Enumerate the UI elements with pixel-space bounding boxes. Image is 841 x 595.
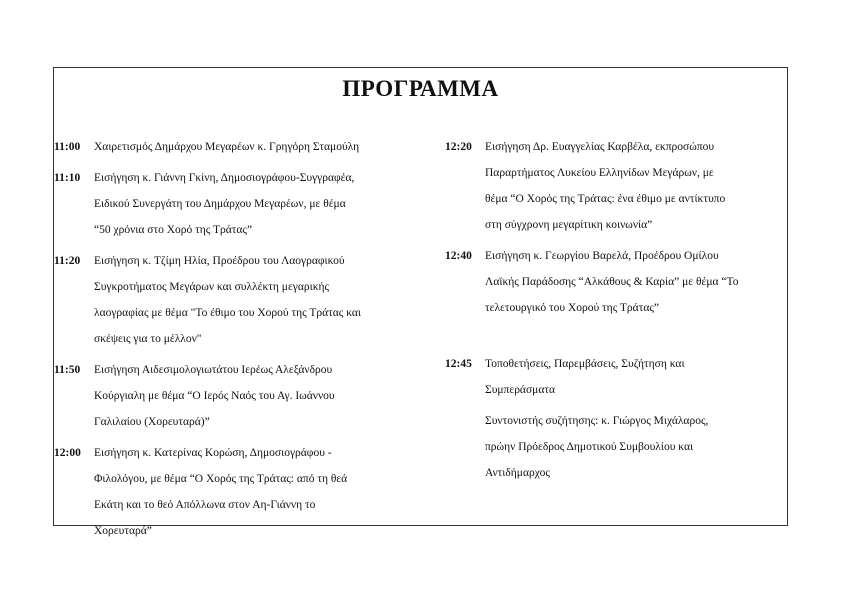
entry-line: Εισήγηση Δρ. Ευαγγελίας Καρβέλα, εκπροσώπου <box>485 141 715 153</box>
entry-line: Παραρτήματος Λυκείου Ελληνίδων Μεγάρων, με <box>485 167 714 179</box>
entry-time: 11:20 <box>54 255 81 267</box>
entry-line: τελετουργικό του Χορού της Τράτας” <box>485 302 660 314</box>
program-entry <box>445 243 775 321</box>
entry-line: Λαϊκής Παράδοσης “Αλκάθους & Καρία” με θέμα “Το <box>485 276 739 288</box>
program-entry <box>54 165 424 243</box>
entry-time: 12:45 <box>445 358 472 370</box>
entry-text <box>485 243 775 321</box>
entry-line: Τοποθετήσεις, Παρεμβάσεις, Συζήτηση και <box>485 358 685 370</box>
entry-text <box>94 248 424 352</box>
entry-text <box>485 351 775 403</box>
entry-line: Γαλιλαίου (Χορευταρά)” <box>94 416 210 428</box>
entry-line: Χορευταρά” <box>94 525 152 537</box>
note-line: πρώην Πρόεδρος Δημοτικού Συμβουλίου και <box>485 441 694 453</box>
entry-time: 11:00 <box>54 141 81 153</box>
entry-text <box>94 440 424 544</box>
entry-line: “50 χρόνια στο Χορό της Τράτας” <box>94 224 253 236</box>
entry-text <box>94 357 424 435</box>
entry-time: 11:50 <box>54 364 81 376</box>
entry-text <box>94 165 424 243</box>
program-entry <box>54 357 424 435</box>
entry-line: Εκάτη και το θεό Απόλλωνα στον Αη-Γιάννη το <box>94 499 316 511</box>
entry-line: Συμπεράσματα <box>485 384 555 396</box>
entry-line: Ειδικού Συνεργάτη του Δημάρχου Μεγαρέων, με θέμα <box>94 198 346 210</box>
left-column <box>54 134 424 544</box>
entry-line: Εισήγηση κ. Τζίμη Ηλία, Προέδρου του Λαογραφικού <box>94 255 345 267</box>
entry-line: λαογραφίας με θέμα "Το έθιμο του Χορού της Τράτας και <box>94 307 362 319</box>
entry-line: Κούργιαλη με θέμα “Ο Ιερός Ναός του Αγ. Ιωάννου <box>94 390 335 402</box>
note-line: Αντιδήμαρχος <box>485 467 550 479</box>
program-entry <box>445 134 775 238</box>
moderator-note <box>485 408 775 486</box>
note-line: Συντονιστής συζήτησης: κ. Γιώργος Μιχάλαρος, <box>485 415 709 427</box>
program-entry <box>54 248 424 352</box>
entry-line: Εισήγηση κ. Γεωργίου Βαρελά, Προέδρου Ομίλου <box>485 250 719 262</box>
right-column <box>445 134 775 486</box>
entry-line: Εισήγηση Αιδεσιμολογιωτάτου Ιερέως Αλεξάνδρου <box>94 364 333 376</box>
entry-line: Χαιρετισμός Δημάρχου Μεγαρέων κ. Γρηγόρη Σταμούλη <box>94 141 360 153</box>
entry-line: Φιλολόγου, με θέμα “Ο Χορός της Τράτας: από τη θεά <box>94 473 348 485</box>
entry-time: 12:00 <box>54 447 81 459</box>
entry-line: στη σύγχρονη μεγαρίτικη κοινωνία” <box>485 219 653 231</box>
entry-line: θέμα “Ο Χορός της Τράτας: ένα έθιμο με αντίκτυπο <box>485 193 726 205</box>
entry-line: Εισήγηση κ. Κατερίνας Κορώση, Δημοσιογράφου - <box>94 447 332 459</box>
entry-line: σκέψεις για το μέλλον" <box>94 333 202 345</box>
program-entry <box>54 134 424 160</box>
entry-time: 12:40 <box>445 250 472 262</box>
page-title: ΠΡΟΓΡΑΜΜΑ <box>342 76 499 101</box>
program-frame <box>53 67 788 537</box>
entry-line: Εισήγηση κ. Γιάννη Γκίνη, Δημοσιογράφου-Συγγραφέα, <box>94 172 355 184</box>
entry-text <box>94 134 424 160</box>
entry-text <box>485 134 775 238</box>
entry-time: 11:10 <box>54 172 81 184</box>
program-entry <box>54 440 424 544</box>
entry-line: Συγκροτήματος Μεγάρων και συλλέκτη μεγαρικής <box>94 281 330 293</box>
program-entry <box>445 351 775 403</box>
entry-time: 12:20 <box>445 141 472 153</box>
